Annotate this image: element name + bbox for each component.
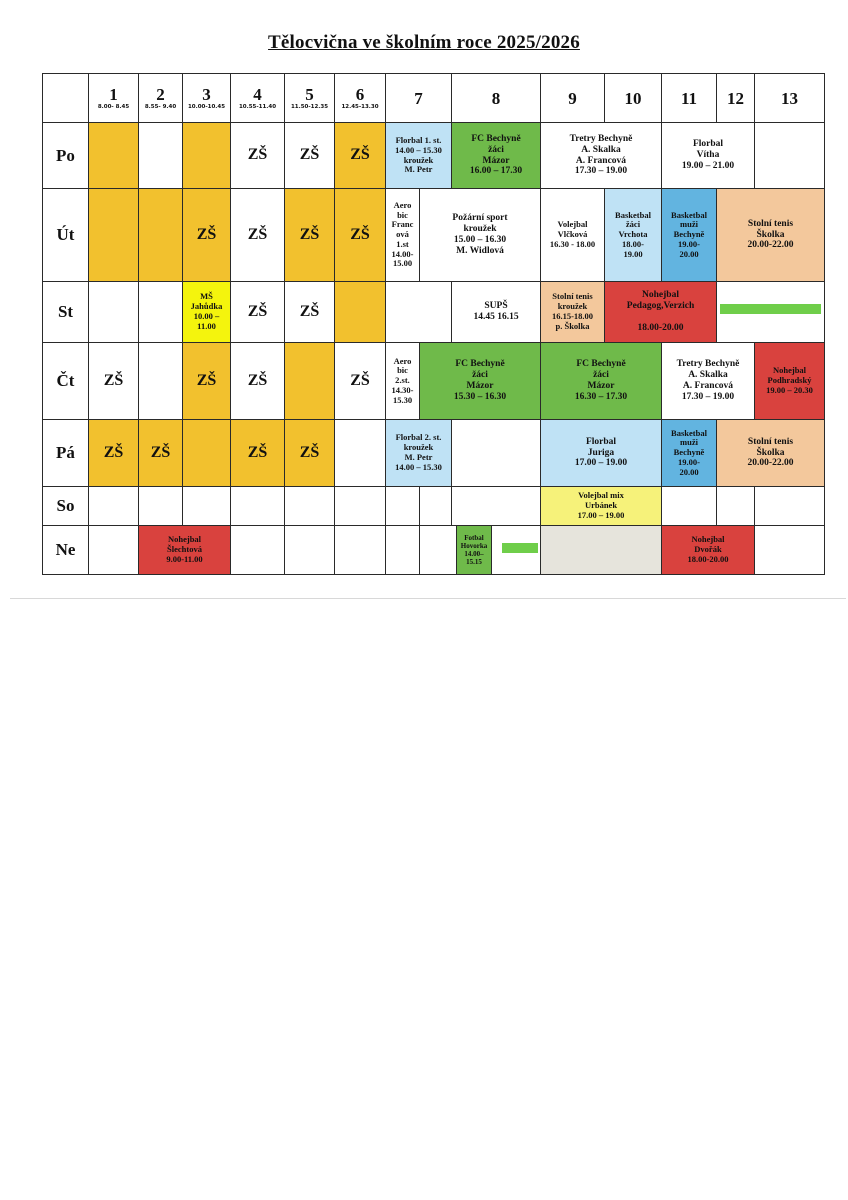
period-header-4 bbox=[230, 73, 285, 123]
cell-text: 15.15 bbox=[466, 558, 482, 567]
header-corner bbox=[42, 73, 89, 123]
day-label-6 bbox=[42, 525, 89, 575]
period-header-8 bbox=[451, 73, 541, 123]
cell-text: ová bbox=[396, 229, 409, 240]
cell-text: SUPŠ bbox=[484, 301, 508, 312]
cell-text: bic bbox=[397, 365, 408, 376]
cell-text: Mázor bbox=[587, 381, 615, 391]
so-6 bbox=[334, 486, 386, 526]
po-tretry bbox=[540, 122, 662, 189]
day-label-3 bbox=[42, 342, 89, 420]
cell-text: ZŠ bbox=[196, 225, 217, 243]
cell-text: M. Widlová bbox=[456, 245, 504, 256]
ut-4 bbox=[230, 188, 285, 282]
st-7 bbox=[385, 281, 452, 343]
period-time: 8.00- 8.45 bbox=[97, 103, 130, 110]
so-3 bbox=[182, 486, 231, 526]
cell-text: ZŠ bbox=[247, 225, 268, 243]
so-7b bbox=[419, 486, 452, 526]
cell-text: Florbal bbox=[585, 436, 617, 447]
cell-text: ZŠ bbox=[247, 146, 268, 164]
po-2 bbox=[138, 122, 183, 189]
cell-text: ZŠ bbox=[350, 146, 370, 164]
ct-nohejbal bbox=[754, 342, 825, 420]
period-number: 5 bbox=[305, 84, 314, 104]
cell-text: 14.30- bbox=[391, 384, 414, 395]
cell-text: 17.00 – 19.00 bbox=[577, 509, 625, 520]
so-volejbal bbox=[540, 486, 662, 526]
period-header-1 bbox=[88, 73, 139, 123]
cell-text: ZŠ bbox=[350, 225, 370, 243]
so-8 bbox=[451, 486, 541, 526]
po-fc-bechyne bbox=[451, 122, 541, 189]
day-label-5 bbox=[42, 486, 89, 526]
period-number: 6 bbox=[355, 84, 365, 104]
so-1 bbox=[88, 486, 139, 526]
st-5 bbox=[284, 281, 335, 343]
period-number: 2 bbox=[156, 84, 165, 104]
cell-text: ZŠ bbox=[299, 443, 320, 461]
cell-text: Florbal bbox=[692, 139, 724, 150]
day-name: Út bbox=[56, 225, 75, 245]
so-5 bbox=[284, 486, 335, 526]
cell-text: kroužek bbox=[557, 301, 588, 312]
cell-text: ZŠ bbox=[103, 371, 124, 389]
period-header-3 bbox=[182, 73, 231, 123]
st-stolni-tenis bbox=[540, 281, 605, 343]
day-name: Po bbox=[56, 145, 75, 165]
cell-text: A. Francová bbox=[682, 381, 734, 391]
ct-fc-1 bbox=[419, 342, 541, 420]
day-label-1 bbox=[42, 188, 89, 282]
cell-text: Basketbal bbox=[671, 427, 707, 438]
cell-text: Florbal 2. st. bbox=[395, 432, 442, 443]
cell-text: 14.45 16.15 bbox=[473, 312, 519, 322]
period-number: 10 bbox=[624, 88, 642, 108]
cell-text: bic bbox=[397, 209, 408, 220]
page-title: Tělocvična ve školním roce 2025/2026 bbox=[268, 32, 580, 53]
cell-text: Franc bbox=[391, 219, 414, 230]
cell-text: Mázor bbox=[482, 155, 510, 166]
cell-text: ZŠ bbox=[247, 302, 268, 320]
cell-text: Juriga bbox=[587, 447, 615, 458]
day-label-0 bbox=[42, 122, 89, 189]
cell-text: ZŠ bbox=[247, 443, 268, 461]
ut-6 bbox=[334, 188, 386, 282]
ne-9-10 bbox=[540, 525, 662, 575]
ct-aerobic bbox=[385, 342, 420, 420]
ne-13 bbox=[754, 525, 825, 575]
ut-2 bbox=[138, 188, 183, 282]
period-number: 1 bbox=[109, 84, 118, 104]
period-number: 11 bbox=[680, 88, 698, 108]
cell-text: Hovorka bbox=[460, 541, 488, 550]
ne-1 bbox=[88, 525, 139, 575]
cell-text: Florbal 1. st. bbox=[395, 134, 442, 145]
cell-text: ZŠ bbox=[299, 146, 320, 164]
cell-text: Nohejbal bbox=[772, 365, 807, 376]
green-marker-sunday bbox=[502, 543, 538, 553]
cell-text: Tretry Bechyně bbox=[676, 359, 740, 370]
so-12 bbox=[716, 486, 755, 526]
cell-text: Nohejbal bbox=[642, 290, 679, 301]
period-number: 13 bbox=[781, 88, 798, 108]
day-name: Ne bbox=[55, 540, 76, 560]
period-number: 3 bbox=[202, 84, 211, 104]
cell-text: Basketbal bbox=[615, 209, 651, 220]
so-13 bbox=[754, 486, 825, 526]
pa-5 bbox=[284, 419, 335, 487]
cell-text: Vítha bbox=[696, 150, 720, 161]
po-4 bbox=[230, 122, 285, 189]
cell-text: 11.00 bbox=[197, 320, 216, 331]
cell-text: 9.00-11.00 bbox=[166, 553, 203, 564]
cell-text: ZŠ bbox=[196, 371, 217, 389]
ut-pozarni bbox=[419, 188, 541, 282]
po-florbal bbox=[385, 122, 452, 189]
period-number: 4 bbox=[253, 84, 262, 104]
cell-text: kroužek bbox=[463, 224, 497, 235]
cell-text: 18.00-20.00 bbox=[637, 322, 684, 333]
cell-text: 19.00- bbox=[678, 456, 700, 467]
pa-8 bbox=[451, 419, 541, 487]
cell-text: ZŠ bbox=[350, 371, 370, 389]
pa-stolni-tenis bbox=[716, 419, 825, 487]
cell-text: Nohejbal bbox=[167, 534, 202, 545]
cell-text: 20.00-22.00 bbox=[747, 458, 794, 469]
po-6 bbox=[334, 122, 386, 189]
st-ms bbox=[182, 281, 231, 343]
cell-text: 15.00 bbox=[392, 258, 413, 269]
st-1 bbox=[88, 281, 139, 343]
cell-text: kroužek bbox=[403, 442, 434, 453]
cell-text: Vlčková bbox=[557, 229, 588, 240]
cell-text: Školka bbox=[756, 229, 785, 240]
period-time: 10.00-10.45 bbox=[187, 103, 226, 110]
cell-text: 18.00- bbox=[622, 238, 644, 249]
cell-text: 16.00 – 17.30 bbox=[469, 166, 523, 177]
cell-text: Mázor bbox=[466, 381, 494, 391]
cell-text: Volejbal mix bbox=[578, 490, 624, 501]
ut-basket-zaci bbox=[604, 188, 662, 282]
cell-text: A. Skalka bbox=[688, 370, 728, 381]
ct-2 bbox=[138, 342, 183, 420]
so-7a bbox=[385, 486, 420, 526]
cell-text: 16.30 – 17.30 bbox=[574, 391, 628, 402]
cell-text: ZŠ bbox=[103, 443, 124, 461]
ne-7a bbox=[385, 525, 420, 575]
ct-tretry bbox=[661, 342, 755, 420]
ne-nohejbal-dvorak bbox=[661, 525, 755, 575]
ut-5 bbox=[284, 188, 335, 282]
pa-1 bbox=[88, 419, 139, 487]
period-header-12 bbox=[716, 73, 755, 123]
cell-text: 16.15-18.00 bbox=[551, 311, 594, 321]
cell-text: 17.00 – 19.00 bbox=[574, 458, 628, 469]
ne-7b bbox=[419, 525, 457, 575]
st-6 bbox=[334, 281, 386, 343]
period-number: 9 bbox=[568, 88, 577, 108]
cell-text: Pedagog,Verzich bbox=[626, 301, 695, 312]
cell-text: 16.30 - 18.00 bbox=[549, 238, 596, 249]
pa-basket-muzi bbox=[661, 419, 717, 487]
cell-text: ZŠ bbox=[150, 443, 171, 461]
green-marker-wednesday bbox=[720, 304, 821, 314]
period-number: 7 bbox=[414, 88, 423, 108]
cell-text: Tretry Bechyně bbox=[569, 133, 633, 144]
ne-5 bbox=[284, 525, 335, 575]
cell-text: Jahůdka bbox=[190, 301, 223, 312]
cell-text: kroužek bbox=[403, 154, 434, 165]
cell-text: Stolní tenis bbox=[552, 291, 593, 302]
ct-5 bbox=[284, 342, 335, 420]
st-4 bbox=[230, 281, 285, 343]
cell-text: 19.00 bbox=[623, 248, 643, 259]
cell-text: 17.30 – 19.00 bbox=[574, 166, 628, 177]
cell-text: 20.00-22.00 bbox=[747, 240, 794, 251]
po-5 bbox=[284, 122, 335, 189]
pa-florbal-juriga bbox=[540, 419, 662, 487]
cell-text: 14.00 – 15.30 bbox=[395, 461, 442, 472]
period-time: 10.55-11.40 bbox=[238, 103, 277, 110]
po-1 bbox=[88, 122, 139, 189]
ut-volejbal bbox=[540, 188, 605, 282]
st-nohejbal bbox=[604, 281, 717, 343]
cell-text: 15.30 bbox=[392, 394, 413, 405]
cell-text: Nohejbal bbox=[691, 534, 725, 545]
cell-text: muži bbox=[680, 219, 698, 230]
period-header-10 bbox=[604, 73, 662, 123]
ct-3 bbox=[182, 342, 231, 420]
cell-text: žáci bbox=[625, 219, 641, 230]
cell-text: ZŠ bbox=[299, 302, 320, 320]
ct-6 bbox=[334, 342, 386, 420]
cell-text: Bechyně bbox=[673, 447, 705, 458]
cell-text bbox=[659, 312, 661, 323]
period-time: 11.50-12.35 bbox=[290, 103, 329, 110]
day-name: Pá bbox=[56, 443, 75, 463]
cell-text: FC Bechyně bbox=[576, 359, 626, 370]
cell-text: Stolní tenis bbox=[747, 218, 794, 229]
cell-text: žáci bbox=[488, 144, 504, 155]
po-13 bbox=[754, 122, 825, 189]
pa-4 bbox=[230, 419, 285, 487]
po-3 bbox=[182, 122, 231, 189]
cell-text: Vrchota bbox=[618, 229, 648, 240]
cell-text: Fotbal bbox=[464, 533, 484, 542]
cell-text: Aero bbox=[393, 355, 412, 366]
cell-text: muži bbox=[680, 437, 698, 448]
so-11 bbox=[661, 486, 717, 526]
cell-text: 10.00 – bbox=[193, 311, 220, 321]
period-header-6 bbox=[334, 73, 386, 123]
cell-text: 1.st bbox=[396, 238, 409, 249]
cell-text: Šlechtová bbox=[167, 544, 202, 555]
pa-2 bbox=[138, 419, 183, 487]
cell-text: 19.00- bbox=[678, 238, 700, 249]
ut-3 bbox=[182, 188, 231, 282]
cell-text: M. Petr bbox=[404, 452, 433, 462]
cell-text: 18.00-20.00 bbox=[687, 553, 729, 564]
ut-stolni-tenis bbox=[716, 188, 825, 282]
cell-text: 20.00 bbox=[679, 466, 699, 477]
period-time: 8.55- 9.40 bbox=[144, 103, 177, 110]
cell-text: 20.00 bbox=[679, 248, 699, 259]
cell-text: Požární sport bbox=[452, 213, 508, 224]
period-header-5 bbox=[284, 73, 335, 123]
ct-fc-2 bbox=[540, 342, 662, 420]
cell-text: 15.00 – 16.30 bbox=[453, 235, 507, 245]
day-label-4 bbox=[42, 419, 89, 487]
pa-3 bbox=[182, 419, 231, 487]
cell-text: ZŠ bbox=[247, 371, 268, 389]
cell-text: 19.00 – 20.30 bbox=[766, 384, 813, 395]
cell-text: 19.00 – 21.00 bbox=[681, 160, 735, 171]
period-header-7 bbox=[385, 73, 452, 123]
ct-1 bbox=[88, 342, 139, 420]
ne-4 bbox=[230, 525, 285, 575]
ne-nohejbal-slechtova bbox=[138, 525, 231, 575]
cell-text: žáci bbox=[593, 370, 609, 381]
ut-basket-muzi bbox=[661, 188, 717, 282]
cell-text: FC Bechyně bbox=[471, 133, 521, 144]
st-2 bbox=[138, 281, 183, 343]
cell-text: 14.00 – 15.30 bbox=[395, 144, 442, 155]
cell-text: žáci bbox=[472, 370, 488, 381]
day-name: St bbox=[57, 302, 74, 322]
cell-text: p. Školka bbox=[555, 320, 590, 331]
cell-text: M. Petr bbox=[404, 164, 433, 175]
pa-florbal bbox=[385, 419, 452, 487]
period-number: 12 bbox=[727, 88, 744, 108]
cell-text: ZŠ bbox=[299, 225, 320, 243]
period-header-2 bbox=[138, 73, 183, 123]
period-header-13 bbox=[754, 73, 825, 123]
period-header-9 bbox=[540, 73, 605, 123]
cell-text: A. Francová bbox=[575, 155, 627, 166]
cell-text: 15.30 – 16.30 bbox=[453, 391, 507, 402]
cell-text: MŠ bbox=[200, 291, 213, 302]
ut-aerobic bbox=[385, 188, 420, 282]
cell-text: Dvořák bbox=[694, 544, 722, 555]
cell-text: Školka bbox=[756, 447, 785, 458]
cell-text: Podhradský bbox=[767, 375, 812, 386]
day-label-2 bbox=[42, 281, 89, 343]
cell-text: 2.st. bbox=[395, 375, 410, 386]
cell-text: 14.00- bbox=[391, 248, 414, 259]
cell-text: Basketbal bbox=[671, 209, 707, 220]
cell-text: 17.30 – 19.00 bbox=[681, 391, 735, 402]
cell-text: Volejbal bbox=[557, 219, 588, 230]
ne-fotbal bbox=[456, 525, 492, 575]
ct-4 bbox=[230, 342, 285, 420]
cell-text: Stolní tenis bbox=[747, 436, 794, 447]
day-name: So bbox=[56, 496, 75, 516]
cell-text: A. Skalka bbox=[581, 144, 621, 155]
po-florbal-vitha bbox=[661, 122, 755, 189]
so-4 bbox=[230, 486, 285, 526]
period-number: 8 bbox=[491, 88, 501, 108]
so-2 bbox=[138, 486, 183, 526]
cell-text: Bechyně bbox=[673, 229, 705, 240]
cell-text: 14.00– bbox=[464, 550, 484, 558]
ut-1 bbox=[88, 188, 139, 282]
ne-6 bbox=[334, 525, 386, 575]
pa-6 bbox=[334, 419, 386, 487]
day-name: Čt bbox=[56, 371, 75, 391]
cell-text: FC Bechyně bbox=[455, 359, 505, 370]
cell-text: Aero bbox=[393, 199, 412, 210]
st-sups bbox=[451, 281, 541, 343]
cell-text: Urbánek bbox=[584, 500, 618, 511]
period-header-11 bbox=[661, 73, 717, 123]
period-time: 12.45-13.30 bbox=[341, 103, 379, 110]
